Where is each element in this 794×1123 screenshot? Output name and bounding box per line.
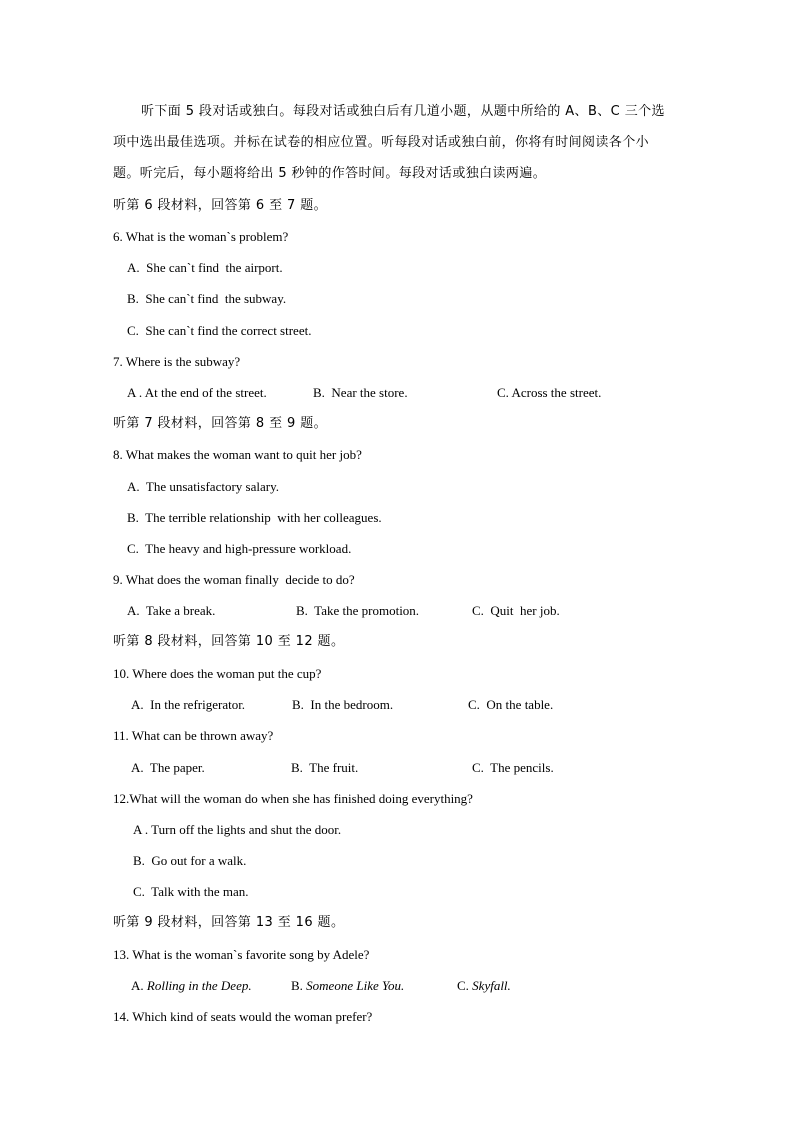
question-6-option-c: C. She can`t find the correct street. (127, 323, 312, 338)
question-11-option-c: C. The pencils. (472, 760, 554, 775)
question-13-option-c-prefix: C. (457, 978, 473, 993)
question-12-stem: 12.What will the woman do when she has finished doing everything? (113, 791, 473, 806)
question-8-option-a: A. The unsatisfactory salary. (127, 479, 279, 494)
question-8-stem: 8. What makes the woman want to quit her job? (113, 447, 362, 462)
question-7-option-c: C. Across the street. (497, 385, 602, 400)
question-10-option-a: A. In the refrigerator. (131, 697, 246, 712)
question-13-option-a-title: Rolling in the Deep. (146, 978, 252, 993)
question-7-option-b: B. Near the store. (313, 385, 408, 400)
question-12-option-c: C. Talk with the man. (133, 884, 249, 899)
question-11-option-b: B. The fruit. (291, 760, 359, 775)
question-7-option-a: A . At the end of the street. (127, 385, 267, 400)
question-9-option-b: B. Take the promotion. (296, 603, 420, 618)
question-8-option-b: B. The terrible relationship with her colleagues. (127, 510, 382, 525)
question-9-stem: 9. What does the woman finally decide to do? (113, 572, 355, 587)
question-10-option-b: B. In the bedroom. (292, 697, 394, 712)
question-9-option-a: A. Take a break. (127, 603, 216, 618)
question-10-option-c: C. On the table. (468, 697, 554, 712)
instructions-line-3: 题。听完后，每小题将给出 5 秒钟的作答时间。每段对话或独白读两遍。 (113, 166, 547, 181)
question-13-option-c (457, 978, 511, 994)
question-7-stem: 7. Where is the subway? (113, 354, 241, 369)
question-13-option-c-title: Skyfall. (472, 978, 511, 993)
question-6-option-a: A. She can`t find the airport. (127, 260, 283, 275)
question-9-option-c: C. Quit her job. (472, 603, 560, 618)
question-13-option-b (291, 978, 404, 994)
instructions-line-2: 项中选出最佳选项。并标在试卷的相应位置。听每段对话或独白前，你将有时间阅读各个小 (113, 135, 650, 150)
question-6-option-b: B. She can`t find the subway. (127, 291, 287, 306)
question-13-option-b-prefix: B. (291, 978, 307, 993)
question-13-option-a (131, 978, 252, 994)
question-10-stem: 10. Where does the woman put the cup? (113, 666, 322, 681)
instructions-line-1: 听下面 5 段对话或独白。每段对话或独白后有几道小题，从题中所给的 A、B、C 三个选 (141, 104, 665, 119)
question-13-stem: 13. What is the woman`s favorite song by Adele? (113, 947, 370, 962)
question-13-option-b-title: Someone Like You. (306, 978, 405, 993)
section-6-heading: 听第 6 段材料，回答第 6 至 7 题。 (113, 198, 328, 213)
question-12-option-b: B. Go out for a walk. (133, 853, 247, 868)
section-7-heading: 听第 7 段材料，回答第 8 至 9 题。 (113, 416, 328, 431)
question-13-option-a-prefix: A. (131, 978, 147, 993)
question-12-option-a: A . Turn off the lights and shut the door. (133, 822, 342, 837)
question-11-option-a: A. The paper. (131, 760, 205, 775)
section-9-heading: 听第 9 段材料，回答第 13 至 16 题。 (113, 915, 345, 930)
question-11-stem: 11. What can be thrown away? (113, 728, 274, 743)
question-6-stem: 6. What is the woman`s problem? (113, 229, 289, 244)
question-14-stem: 14. Which kind of seats would the woman prefer? (113, 1009, 373, 1024)
section-8-heading: 听第 8 段材料，回答第 10 至 12 题。 (113, 634, 345, 649)
question-8-option-c: C. The heavy and high-pressure workload. (127, 541, 352, 556)
